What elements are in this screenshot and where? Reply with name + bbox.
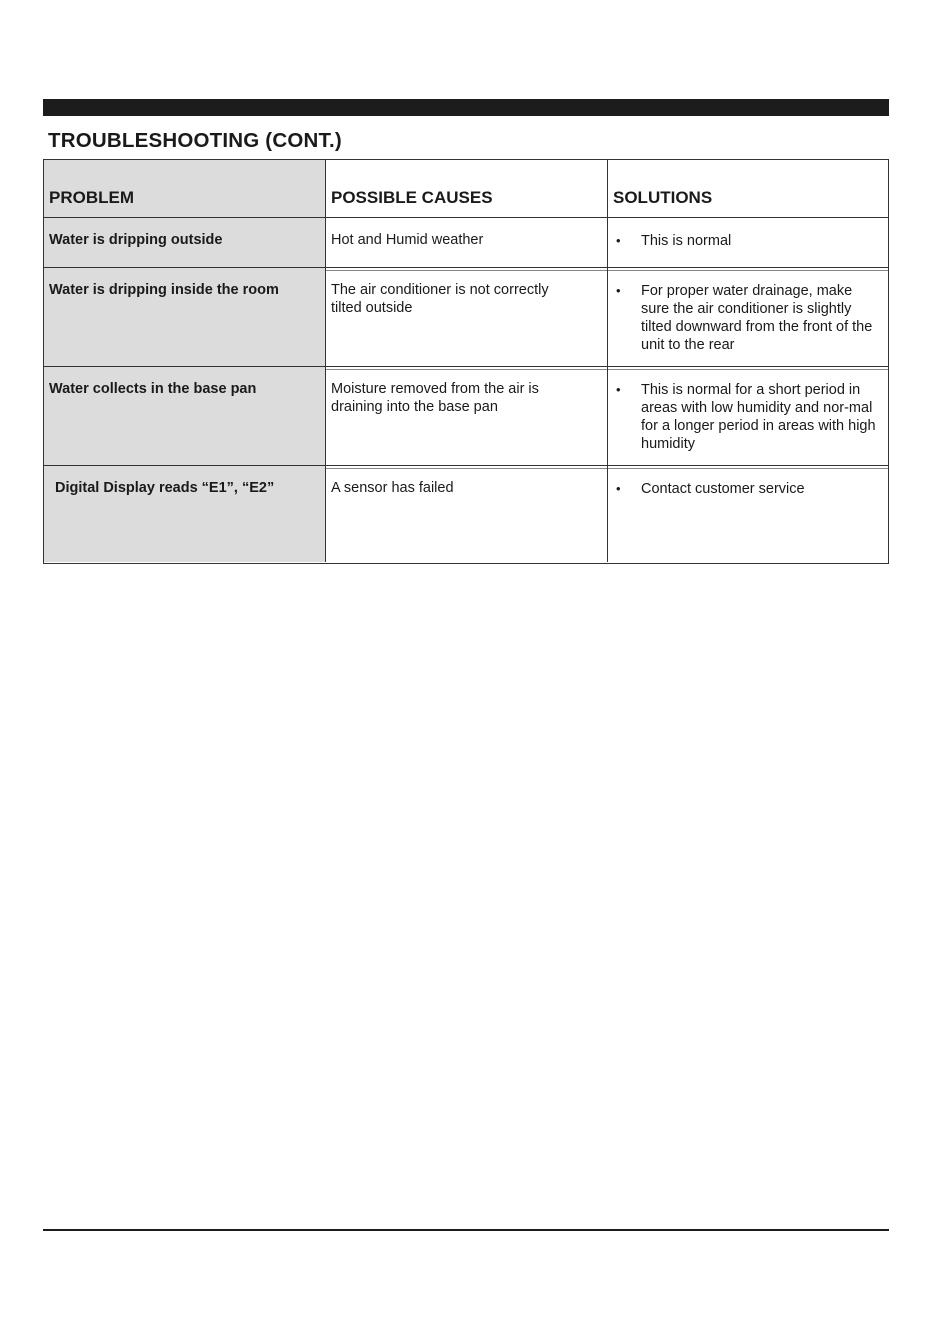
solution-cell <box>607 466 887 562</box>
page-title: TROUBLESHOOTING (CONT.) <box>48 129 342 152</box>
problem-cell <box>44 218 325 267</box>
bullet-icon: • <box>616 233 621 248</box>
header-solutions: SOLUTIONS <box>613 188 713 207</box>
problem-text: Water is dripping outside <box>49 232 223 248</box>
header-possible-causes: POSSIBLE CAUSES <box>331 188 493 207</box>
problem-cell <box>44 367 325 465</box>
solution-cell <box>607 218 887 267</box>
bullet-icon: • <box>616 382 621 397</box>
problem-text: Water is dripping inside the room <box>49 282 279 298</box>
header-problem: PROBLEM <box>49 188 134 207</box>
troubleshooting-table <box>43 159 889 564</box>
header-cell-problem <box>44 160 325 217</box>
cause-cell <box>325 367 607 465</box>
table-row <box>44 366 888 465</box>
table-row <box>44 465 888 562</box>
solution-text: Contact customer service <box>641 481 805 497</box>
table-row <box>44 267 888 366</box>
problem-text: Digital Display reads “E1”, “E2” <box>55 480 275 496</box>
cause-text: The air conditioner is not correctly tilted outside <box>331 282 549 316</box>
header-bar <box>43 99 889 116</box>
cause-cell <box>325 466 607 562</box>
solution-text: For proper water drainage, make sure the air conditioner is slightly tilted downward from the front of the unit to the rear <box>641 283 873 353</box>
header-cell-solutions <box>607 160 887 217</box>
cause-text: Moisture removed from the air is draining into the base pan <box>331 381 539 415</box>
solution-cell <box>607 268 887 366</box>
solution-cell <box>607 367 887 465</box>
cause-cell <box>325 218 607 267</box>
solution-text: This is normal <box>641 233 732 249</box>
problem-text: Water collects in the base pan <box>49 381 257 397</box>
table-header-row <box>44 160 888 217</box>
header-cell-causes <box>325 160 607 217</box>
cause-cell <box>325 268 607 366</box>
cause-text: A sensor has failed <box>331 480 454 496</box>
cause-text: Hot and Humid weather <box>331 232 484 248</box>
footer-rule <box>43 1229 889 1231</box>
solution-text: This is normal for a short period in areas with low humidity and nor-mal for a longer period in areas with high humidity <box>641 382 876 452</box>
bullet-icon: • <box>616 283 621 298</box>
table-row <box>44 217 888 267</box>
problem-cell <box>44 268 325 366</box>
problem-cell <box>44 466 325 562</box>
bullet-icon: • <box>616 481 621 496</box>
